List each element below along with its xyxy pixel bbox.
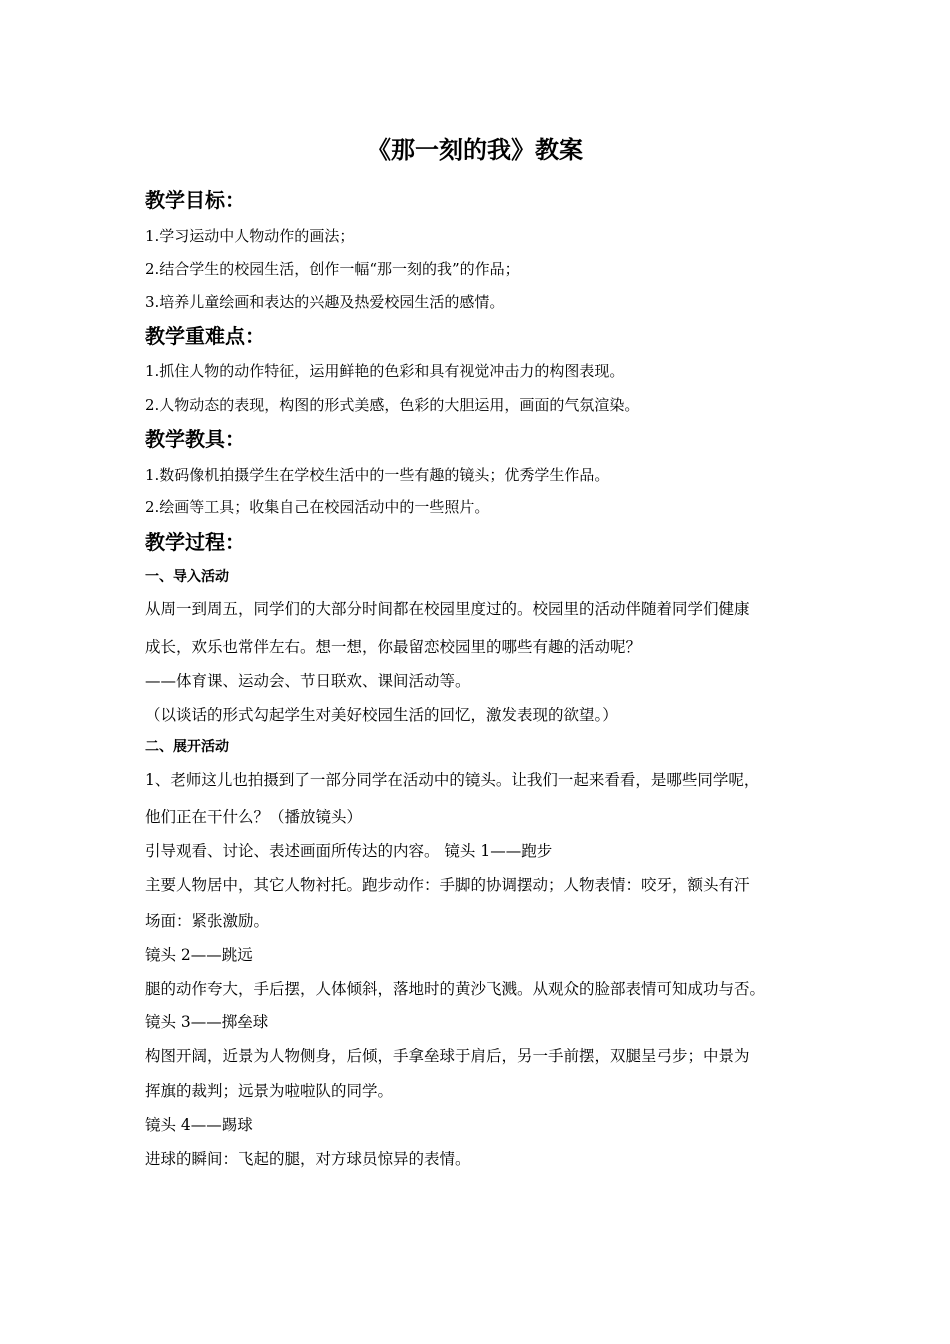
part2-line: 镜头 4——踢球 [145, 1116, 253, 1134]
part2-line: 腿的动作夸大，手后摆，人体倾斜，落地时的黄沙飞溅。从观众的脸部表情可知成功与否。 [145, 980, 766, 998]
part1-heading: 一、导入活动 [145, 569, 229, 585]
part2-line: 主要人物居中，其它人物衬托。跑步动作：手脚的协调摆动；人物表情：咬牙，额头有汗 [145, 876, 750, 894]
part2-line: 镜头 2——跳远 [145, 946, 253, 964]
tools-heading: 教学教具： [145, 427, 245, 451]
tools-item: 1.数码像机拍摄学生在学校生活中的一些有趣的镜头；优秀学生作品。 [145, 466, 610, 484]
process-heading: 教学过程： [145, 530, 245, 554]
part1-line: 从周一到周五，同学们的大部分时间都在校园里度过的。校园里的活动伴随着同学们健康 [145, 600, 750, 618]
part1-line: ——体育课、运动会、节日联欢、课间活动等。 [145, 672, 471, 690]
key-points-item: 2.人物动态的表现，构图的形式美感，色彩的大胆运用，画面的气氛渲染。 [145, 396, 640, 414]
part2-line: 1、老师这儿也拍摄到了一部分同学在活动中的镜头。让我们一起来看看，是哪些同学呢， [145, 771, 760, 789]
part2-heading: 二、展开活动 [145, 739, 229, 755]
part2-line: 他们正在干什么？（播放镜头） [145, 808, 363, 826]
key-points-heading: 教学重难点： [145, 324, 265, 348]
part2-line: 场面：紧张激励。 [145, 912, 270, 930]
part2-line: 挥旗的裁判；远景为啦啦队的同学。 [145, 1082, 394, 1100]
part2-line: 进球的瞬间：飞起的腿，对方球员惊异的表情。 [145, 1150, 471, 1168]
part2-line: 引导观看、讨论、表述画面所传达的内容。 镜头 1——跑步 [145, 842, 553, 860]
key-points-item: 1.抓住人物的动作特征，运用鲜艳的色彩和具有视觉冲击力的构图表现。 [145, 362, 625, 380]
objectives-item: 2.结合学生的校园生活，创作一幅“那一刻的我”的作品； [145, 260, 520, 278]
objectives-heading: 教学目标： [145, 188, 245, 212]
part1-line: （以谈话的形式勾起学生对美好校园生活的回忆，激发表现的欲望。） [145, 706, 618, 724]
objectives-item: 1.学习运动中人物动作的画法； [145, 227, 355, 245]
part1-line: 成长，欢乐也常伴左右。想一想，你最留恋校园里的哪些有趣的活动呢？ [145, 638, 642, 656]
part2-line: 镜头 3——掷垒球 [145, 1013, 269, 1031]
document-title: 《那一刻的我》教案 [367, 136, 583, 164]
objectives-item: 3.培养儿童绘画和表达的兴趣及热爱校园生活的感情。 [145, 293, 505, 311]
tools-item: 2.绘画等工具；收集自己在校园活动中的一些照片。 [145, 498, 490, 516]
part2-line: 构图开阔，近景为人物侧身，后倾，手拿垒球于肩后，另一手前摆，双腿呈弓步；中景为 [145, 1047, 750, 1065]
